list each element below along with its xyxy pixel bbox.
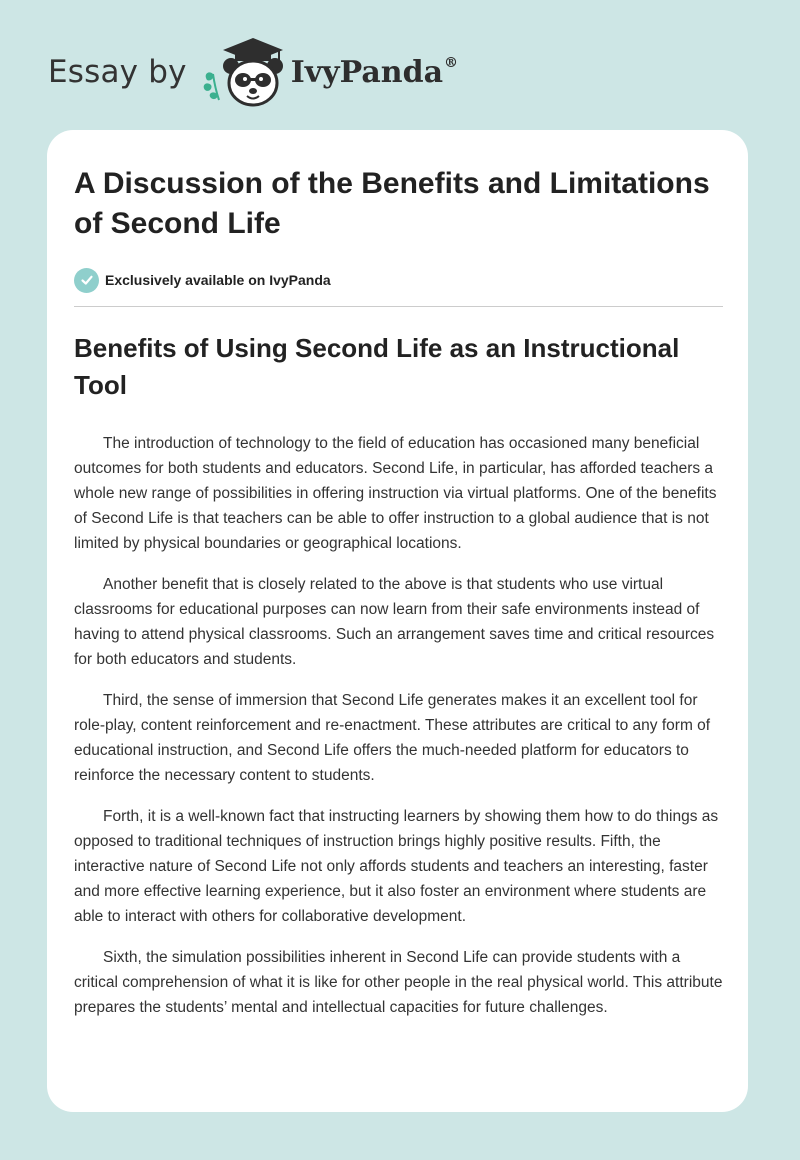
ivypanda-logo-icon[interactable] — [201, 36, 287, 108]
registered-mark: ® — [444, 54, 459, 71]
exclusive-badge — [74, 267, 723, 293]
section-heading: Benefits of Using Second Life as an Instructional Tool — [74, 333, 680, 400]
page-title: A Discussion of the Benefits and Limitations of Second Life — [74, 167, 710, 240]
essay-content — [74, 164, 723, 1036]
check-icon — [74, 268, 99, 293]
essay-by-label: Essay by — [48, 54, 187, 90]
exclusive-label: Exclusively available on IvyPanda — [105, 272, 331, 288]
brand-text: IvyPanda — [290, 54, 444, 90]
brand-name[interactable] — [291, 55, 458, 90]
essay-card — [47, 130, 748, 1112]
paragraph: Third, the sense of immersion that Second Life generates makes it an excellent tool for role-play, content reinforcement and re-enactment. These attributes are critical to any form of educational instruction, and Second Life offers the much-needed platform for educators to reinforce the necessary content to students. — [74, 692, 711, 784]
paragraph: Sixth, the simulation possibilities inherent in Second Life can provide students with a critical comprehension of what it is like for other people in the real physical world. This attribute prepares the students’ mental and intellectual capacities for future challenges. — [74, 949, 723, 1016]
essay-body — [74, 431, 723, 1020]
site-header — [48, 36, 458, 108]
paragraph: Another benefit that is closely related to the above is that students who use virtual classrooms for educational purposes can now learn from their safe environments instead of having to attend physical classrooms. Such an arrangement saves time and critical resources for both educators and students. — [74, 576, 715, 668]
paragraph: Forth, it is a well-known fact that instructing learners by showing them how to do things as opposed to traditional techniques of instruction brings highly positive results. Fifth, the interactive nature of Second Life not only affords students and teachers an interesting, faster and more effective learning experience, but it also foster an environment where students are able to interact with others for collaborative development. — [74, 808, 719, 925]
paragraph: The introduction of technology to the field of education has occasioned many beneficial outcomes for both students and educators. Second Life, in particular, has afforded teachers a whole new range of possibilities in offering instruction via virtual platforms. One of the benefits of Second Life is that teachers can be able to offer instruction to a global audience that is not limited by physical boundaries or geographical locations. — [74, 435, 717, 552]
divider — [74, 306, 723, 307]
